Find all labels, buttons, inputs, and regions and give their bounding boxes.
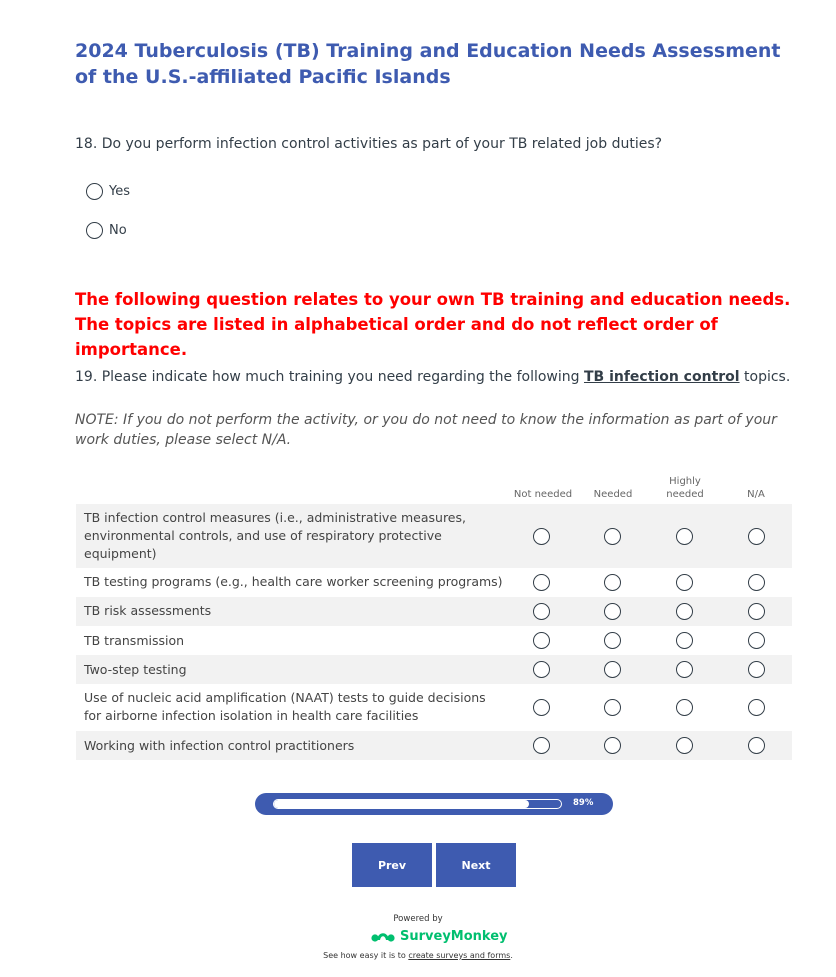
col-not-needed: Not needed — [513, 489, 573, 500]
create-surveys-link[interactable]: create surveys and forms — [408, 951, 511, 960]
surveymonkey-name: SurveyMonkey — [400, 928, 508, 944]
row3-needed-radio[interactable] — [604, 603, 621, 620]
q18-no-radio[interactable] — [86, 222, 103, 239]
row1-needed-radio[interactable] — [604, 528, 621, 545]
row4-highly-needed-radio[interactable] — [676, 632, 693, 649]
row-label: TB infection control measures (i.e., administrative measures, environmental controls, and use of respiratory protective equipment) — [84, 510, 466, 561]
matrix-row — [76, 504, 792, 568]
row-label: TB transmission — [84, 633, 185, 648]
row6-not-needed-radio[interactable] — [533, 699, 550, 716]
next-button[interactable]: Next — [436, 843, 516, 887]
instruction-notice: The following question relates to your own TB training and education needs. The topics are listed in alphabetical order and do not reflect order of importance. — [75, 290, 791, 359]
q18-no-label[interactable]: No — [109, 223, 127, 238]
row-label: TB testing programs (e.g., health care worker screening programs) — [84, 574, 503, 589]
powered-by-text: Powered by — [393, 914, 443, 924]
row2-na-radio[interactable] — [748, 574, 765, 591]
q19-emphasis: TB infection control — [583, 369, 740, 385]
row6-highly-needed-radio[interactable] — [676, 699, 693, 716]
survey-title: 2024 Tuberculosis (TB) Training and Education Needs Assessment of the U.S.-affiliated Pacific Islands — [75, 40, 781, 88]
matrix-row — [76, 568, 792, 597]
progress-bar — [255, 793, 613, 815]
tagline-prefix: See how easy it is to — [323, 951, 409, 960]
row7-not-needed-radio[interactable] — [533, 737, 550, 754]
row1-na-radio[interactable] — [748, 528, 765, 545]
row4-not-needed-radio[interactable] — [533, 632, 550, 649]
tagline-suffix: . — [510, 951, 513, 960]
q19-note: NOTE: If you do not perform the activity, or you do not need to know the information as part of your work duties, please select N/A. — [75, 412, 777, 448]
q18-yes-radio[interactable] — [86, 183, 103, 200]
col-needed: Needed — [593, 489, 633, 500]
progress-track — [273, 799, 562, 809]
row5-na-radio[interactable] — [748, 661, 765, 678]
q18-option-yes[interactable] — [86, 183, 130, 200]
question-18-text: 18. Do you perform infection control activities as part of your TB related job duties? — [75, 136, 663, 152]
row4-na-radio[interactable] — [748, 632, 765, 649]
row5-highly-needed-radio[interactable] — [676, 661, 693, 678]
prev-button[interactable]: Prev — [352, 843, 432, 887]
row4-needed-radio[interactable] — [604, 632, 621, 649]
row2-not-needed-radio[interactable] — [533, 574, 550, 591]
row7-needed-radio[interactable] — [604, 737, 621, 754]
row5-needed-radio[interactable] — [604, 661, 621, 678]
q19-suffix: topics. — [739, 369, 791, 385]
row5-not-needed-radio[interactable] — [533, 661, 550, 678]
progress-percent: 89% — [573, 798, 594, 808]
col-highly-needed: Highly needed — [666, 476, 704, 500]
question-19-text — [75, 369, 795, 385]
matrix-row — [76, 597, 792, 626]
row3-highly-needed-radio[interactable] — [676, 603, 693, 620]
matrix-row — [76, 731, 792, 760]
matrix-row — [76, 684, 792, 731]
row-label: Two-step testing — [84, 662, 187, 677]
col-na: N/A — [747, 489, 765, 500]
row6-na-radio[interactable] — [748, 699, 765, 716]
matrix-row — [76, 626, 792, 655]
q18-option-no[interactable] — [86, 222, 127, 239]
row7-highly-needed-radio[interactable] — [676, 737, 693, 754]
row3-na-radio[interactable] — [748, 603, 765, 620]
row7-na-radio[interactable] — [748, 737, 765, 754]
matrix-row — [76, 655, 792, 684]
surveymonkey-logo-icon — [370, 927, 396, 945]
progress-fill — [274, 800, 529, 808]
q18-yes-label[interactable]: Yes — [109, 184, 130, 199]
row-label: Working with infection control practitioners — [84, 738, 355, 753]
row6-needed-radio[interactable] — [604, 699, 621, 716]
footer-tagline — [0, 951, 836, 960]
row2-needed-radio[interactable] — [604, 574, 621, 591]
row-label: Use of nucleic acid amplification (NAAT) tests to guide decisions for airborne infection isolation in health care facilities — [84, 690, 486, 723]
row1-highly-needed-radio[interactable] — [676, 528, 693, 545]
row3-not-needed-radio[interactable] — [533, 603, 550, 620]
q19-prefix: 19. Please indicate how much training you need regarding the following — [75, 369, 584, 385]
surveymonkey-brand[interactable] — [370, 927, 508, 945]
row-label: TB risk assessments — [84, 603, 212, 618]
row1-not-needed-radio[interactable] — [533, 528, 550, 545]
row2-highly-needed-radio[interactable] — [676, 574, 693, 591]
